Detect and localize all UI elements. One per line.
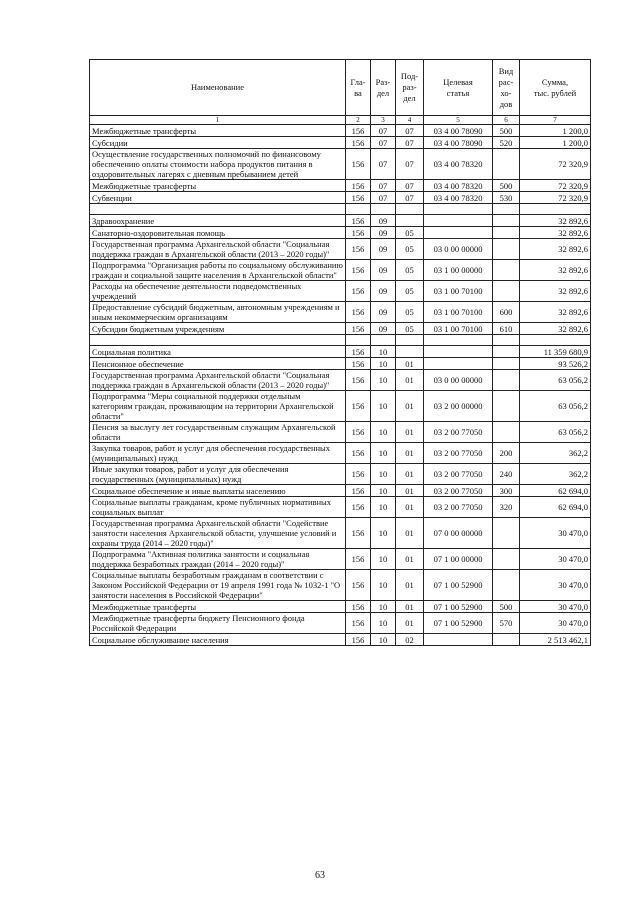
cell-vid (493, 149, 520, 180)
table-row (90, 281, 591, 302)
cell-glava: 156 (346, 464, 371, 485)
table-row (90, 149, 591, 180)
table-row (90, 422, 591, 443)
cell-sum: 1 200,0 (520, 125, 591, 137)
cell-podrazdel: 01 (396, 549, 424, 570)
empty-cell (396, 204, 424, 215)
cell-vid (493, 634, 520, 646)
cell-glava: 156 (346, 215, 371, 227)
cell-name: Социальные выплаты безработным гражданам в соответствии с Законом Российской Федерации от 19 апреля 1991 года № 1032-1 "О занятости населения в Российской Федерации" (90, 570, 346, 601)
cell-podrazdel: 07 (396, 180, 424, 192)
cell-vid: 500 (493, 125, 520, 137)
cell-vid: 610 (493, 323, 520, 335)
cell-target: 03 1 00 70100 (424, 302, 493, 323)
empty-cell (424, 204, 493, 215)
empty-cell (371, 204, 396, 215)
table-row (90, 239, 591, 260)
cell-target: 03 1 00 70100 (424, 323, 493, 335)
empty-cell (90, 204, 346, 215)
cell-target (424, 215, 493, 227)
cell-razdel: 09 (371, 239, 396, 260)
table-row (90, 260, 591, 281)
cell-name: Пенсионное обеспечение (90, 358, 346, 370)
cell-sum: 32 892,6 (520, 215, 591, 227)
cell-sum: 30 470,0 (520, 570, 591, 601)
cell-podrazdel: 01 (396, 422, 424, 443)
cell-name: Подпрограмма "Меры социальной поддержки отдельным категориям граждан, проживающим на территории Архангельской области" (90, 391, 346, 422)
cell-vid (493, 281, 520, 302)
cell-sum: 362,2 (520, 464, 591, 485)
cell-podrazdel: 07 (396, 149, 424, 180)
table-row (90, 215, 591, 227)
cell-glava: 156 (346, 497, 371, 518)
cell-sum: 11 359 680,9 (520, 346, 591, 358)
cell-sum: 93 526,2 (520, 358, 591, 370)
cell-podrazdel: 01 (396, 601, 424, 613)
cell-glava: 156 (346, 346, 371, 358)
table-row (90, 346, 591, 358)
header-vid: Вид рас- хо- дов (493, 60, 520, 116)
cell-target: 03 4 00 78320 (424, 180, 493, 192)
cell-razdel: 10 (371, 518, 396, 549)
column-number: 3 (371, 116, 396, 125)
header-target: Целевая статья (424, 60, 493, 116)
cell-podrazdel (396, 346, 424, 358)
cell-sum: 30 470,0 (520, 549, 591, 570)
empty-cell (396, 335, 424, 346)
cell-glava: 156 (346, 125, 371, 137)
cell-razdel: 10 (371, 549, 396, 570)
table-row (90, 485, 591, 497)
cell-razdel: 10 (371, 370, 396, 391)
cell-target: 03 2 00 00000 (424, 391, 493, 422)
cell-glava: 156 (346, 422, 371, 443)
cell-name: Подпрограмма "Организация работы по социальному обслуживанию граждан и социальной защите населения в Архангельской области" (90, 260, 346, 281)
cell-target: 03 0 00 00000 (424, 239, 493, 260)
cell-podrazdel: 01 (396, 485, 424, 497)
cell-name: Социальная политика (90, 346, 346, 358)
cell-target: 03 2 00 77050 (424, 497, 493, 518)
cell-vid (493, 391, 520, 422)
cell-razdel: 10 (371, 358, 396, 370)
cell-sum: 30 470,0 (520, 518, 591, 549)
column-number: 4 (396, 116, 424, 125)
table-row (90, 613, 591, 634)
column-number: 6 (493, 116, 520, 125)
empty-cell (493, 204, 520, 215)
cell-vid (493, 358, 520, 370)
cell-podrazdel: 05 (396, 239, 424, 260)
cell-vid (493, 239, 520, 260)
table-row (90, 549, 591, 570)
cell-target: 03 2 00 77050 (424, 464, 493, 485)
cell-target: 03 0 00 00000 (424, 370, 493, 391)
cell-razdel: 09 (371, 215, 396, 227)
table-row (90, 634, 591, 646)
cell-name: Межбюджетные трансферты (90, 601, 346, 613)
cell-target: 03 4 00 78090 (424, 137, 493, 149)
cell-glava: 156 (346, 485, 371, 497)
cell-vid (493, 346, 520, 358)
cell-sum: 72 320,9 (520, 149, 591, 180)
cell-vid: 200 (493, 443, 520, 464)
cell-target (424, 358, 493, 370)
cell-glava: 156 (346, 634, 371, 646)
cell-glava: 156 (346, 570, 371, 601)
cell-target: 07 1 00 52900 (424, 601, 493, 613)
empty-cell (520, 335, 591, 346)
cell-target (424, 634, 493, 646)
cell-glava: 156 (346, 323, 371, 335)
cell-razdel: 07 (371, 137, 396, 149)
table-row (90, 391, 591, 422)
cell-podrazdel: 05 (396, 323, 424, 335)
cell-name: Межбюджетные трансферты бюджету Пенсионного фонда Российской Федерации (90, 613, 346, 634)
cell-glava: 156 (346, 239, 371, 260)
cell-vid: 520 (493, 137, 520, 149)
cell-vid (493, 518, 520, 549)
table-row (90, 125, 591, 137)
table-row (90, 192, 591, 204)
cell-vid: 530 (493, 192, 520, 204)
cell-name: Субвенции (90, 192, 346, 204)
cell-podrazdel: 01 (396, 358, 424, 370)
cell-razdel: 10 (371, 570, 396, 601)
cell-razdel: 09 (371, 323, 396, 335)
cell-razdel: 10 (371, 601, 396, 613)
cell-razdel: 07 (371, 180, 396, 192)
cell-target: 03 1 00 70100 (424, 281, 493, 302)
cell-vid (493, 549, 520, 570)
page-number: 63 (315, 870, 325, 881)
column-number: 1 (90, 116, 346, 125)
budget-table (89, 59, 591, 646)
cell-podrazdel: 05 (396, 302, 424, 323)
cell-name: Осуществление государственных полномочий по финансовому обеспечению оплаты стоимости набора продуктов питания в оздоровительных лагерях с дневным пребыванием детей (90, 149, 346, 180)
cell-glava: 156 (346, 358, 371, 370)
cell-podrazdel: 07 (396, 137, 424, 149)
cell-target: 03 4 00 78090 (424, 125, 493, 137)
cell-sum: 63 056,2 (520, 370, 591, 391)
cell-glava: 156 (346, 518, 371, 549)
cell-podrazdel: 02 (396, 634, 424, 646)
cell-target: 07 0 00 00000 (424, 518, 493, 549)
cell-sum: 362,2 (520, 443, 591, 464)
cell-vid (493, 370, 520, 391)
spacer-row (90, 204, 591, 215)
empty-cell (424, 335, 493, 346)
cell-target: 03 1 00 00000 (424, 260, 493, 281)
spacer-row (90, 335, 591, 346)
empty-cell (346, 204, 371, 215)
cell-razdel: 10 (371, 485, 396, 497)
cell-podrazdel: 01 (396, 518, 424, 549)
cell-name: Санаторно-оздоровительная помощь (90, 227, 346, 239)
table-row (90, 570, 591, 601)
cell-name: Пенсия за выслугу лет государственным служащим Архангельской области (90, 422, 346, 443)
cell-glava: 156 (346, 192, 371, 204)
cell-razdel: 10 (371, 497, 396, 518)
cell-name: Закупка товаров, работ и услуг для обеспечения государственных (муниципальных) нужд (90, 443, 346, 464)
cell-podrazdel: 07 (396, 192, 424, 204)
cell-podrazdel: 01 (396, 391, 424, 422)
cell-podrazdel (396, 215, 424, 227)
table-row (90, 497, 591, 518)
cell-razdel: 10 (371, 443, 396, 464)
cell-glava: 156 (346, 613, 371, 634)
cell-vid (493, 227, 520, 239)
cell-name: Государственная программа Архангельской области "Социальная поддержка граждан в Архангельской области (2013 – 2020 годы)" (90, 370, 346, 391)
cell-vid: 240 (493, 464, 520, 485)
cell-sum: 32 892,6 (520, 323, 591, 335)
cell-vid: 320 (493, 497, 520, 518)
cell-target: 07 1 00 52900 (424, 613, 493, 634)
cell-target: 07 1 00 00000 (424, 549, 493, 570)
cell-name: Здравоохранение (90, 215, 346, 227)
cell-target (424, 227, 493, 239)
cell-podrazdel: 01 (396, 464, 424, 485)
cell-razdel: 10 (371, 391, 396, 422)
cell-name: Межбюджетные трансферты (90, 125, 346, 137)
cell-razdel: 09 (371, 281, 396, 302)
cell-sum: 63 056,2 (520, 391, 591, 422)
cell-glava: 156 (346, 391, 371, 422)
table-row (90, 464, 591, 485)
cell-razdel: 10 (371, 634, 396, 646)
table-row (90, 370, 591, 391)
table-row (90, 227, 591, 239)
cell-sum: 62 694,0 (520, 485, 591, 497)
cell-vid: 500 (493, 601, 520, 613)
cell-glava: 156 (346, 443, 371, 464)
cell-sum: 32 892,6 (520, 227, 591, 239)
cell-name: Социальные выплаты гражданам, кроме публичных нормативных социальных выплат (90, 497, 346, 518)
cell-sum: 1 200,0 (520, 137, 591, 149)
table-row (90, 518, 591, 549)
cell-sum: 62 694,0 (520, 497, 591, 518)
cell-target: 03 2 00 77050 (424, 443, 493, 464)
table-row (90, 180, 591, 192)
cell-razdel: 10 (371, 346, 396, 358)
header-razdel: Раз- дел (371, 60, 396, 116)
cell-name: Государственная программа Архангельской области "Социальная поддержка граждан в Архангельской области (2013 – 2020 годы)" (90, 239, 346, 260)
cell-target (424, 346, 493, 358)
cell-vid (493, 260, 520, 281)
header-podrazdel: Под- раз- дел (396, 60, 424, 116)
cell-podrazdel: 01 (396, 613, 424, 634)
cell-podrazdel: 05 (396, 281, 424, 302)
column-number: 2 (346, 116, 371, 125)
cell-vid (493, 422, 520, 443)
cell-vid: 300 (493, 485, 520, 497)
cell-podrazdel: 05 (396, 260, 424, 281)
cell-podrazdel: 05 (396, 227, 424, 239)
table-row (90, 358, 591, 370)
header-name: Наименование (90, 60, 346, 116)
cell-sum: 2 513 462,1 (520, 634, 591, 646)
cell-sum: 32 892,6 (520, 302, 591, 323)
empty-cell (493, 335, 520, 346)
empty-cell (520, 204, 591, 215)
cell-glava: 156 (346, 549, 371, 570)
cell-name: Субсидии бюджетным учреждениям (90, 323, 346, 335)
cell-name: Социальное обеспечение и иные выплаты населению (90, 485, 346, 497)
header-glava: Гла- ва (346, 60, 371, 116)
table-row (90, 601, 591, 613)
header-row (90, 60, 591, 116)
cell-razdel: 07 (371, 125, 396, 137)
cell-sum: 30 470,0 (520, 613, 591, 634)
cell-vid: 600 (493, 302, 520, 323)
cell-target: 03 4 00 78320 (424, 149, 493, 180)
cell-name: Предоставление субсидий бюджетным, автономным учреждениям и иным некоммерческим организациям (90, 302, 346, 323)
cell-razdel: 07 (371, 149, 396, 180)
table-row (90, 137, 591, 149)
cell-sum: 72 320,9 (520, 180, 591, 192)
cell-name: Подпрограмма "Активная политика занятости и социальная поддержка безработных граждан (2014 – 2020 годы)" (90, 549, 346, 570)
cell-target: 03 2 00 77050 (424, 485, 493, 497)
cell-podrazdel: 01 (396, 443, 424, 464)
table-row (90, 323, 591, 335)
cell-name: Государственная программа Архангельской области "Содействие занятости населения Архангельской области, улучшение условий и охраны труда (2014 – 2020 годы)" (90, 518, 346, 549)
empty-cell (346, 335, 371, 346)
cell-target: 07 1 00 52900 (424, 570, 493, 601)
cell-sum: 72 320,9 (520, 192, 591, 204)
cell-glava: 156 (346, 370, 371, 391)
cell-name: Иные закупки товаров, работ и услуг для обеспечения государственных (муниципальных) нужд (90, 464, 346, 485)
cell-podrazdel: 07 (396, 125, 424, 137)
cell-glava: 156 (346, 281, 371, 302)
cell-glava: 156 (346, 601, 371, 613)
cell-razdel: 07 (371, 192, 396, 204)
cell-name: Социальное обслуживание населения (90, 634, 346, 646)
table-row (90, 443, 591, 464)
cell-sum: 32 892,6 (520, 239, 591, 260)
cell-sum: 32 892,6 (520, 281, 591, 302)
cell-vid: 570 (493, 613, 520, 634)
cell-razdel: 09 (371, 227, 396, 239)
cell-razdel: 10 (371, 464, 396, 485)
cell-target: 03 2 00 77050 (424, 422, 493, 443)
cell-glava: 156 (346, 227, 371, 239)
cell-sum: 63 056,2 (520, 422, 591, 443)
table-row (90, 302, 591, 323)
cell-razdel: 09 (371, 302, 396, 323)
header-sum: Сумма, тыс. рублей (520, 60, 591, 116)
cell-sum: 30 470,0 (520, 601, 591, 613)
cell-target: 03 4 00 78320 (424, 192, 493, 204)
cell-podrazdel: 01 (396, 497, 424, 518)
cell-name: Расходы на обеспечение деятельности подведомственных учреждений (90, 281, 346, 302)
cell-podrazdel: 01 (396, 570, 424, 601)
cell-vid (493, 570, 520, 601)
cell-razdel: 09 (371, 260, 396, 281)
cell-razdel: 10 (371, 422, 396, 443)
cell-glava: 156 (346, 302, 371, 323)
column-number: 5 (424, 116, 493, 125)
empty-cell (90, 335, 346, 346)
cell-vid (493, 215, 520, 227)
empty-cell (371, 335, 396, 346)
cell-podrazdel: 01 (396, 370, 424, 391)
cell-glava: 156 (346, 180, 371, 192)
column-number-row (90, 116, 591, 125)
cell-name: Субсидии (90, 137, 346, 149)
cell-name: Межбюджетные трансферты (90, 180, 346, 192)
cell-glava: 156 (346, 149, 371, 180)
column-number: 7 (520, 116, 591, 125)
cell-vid: 500 (493, 180, 520, 192)
cell-razdel: 10 (371, 613, 396, 634)
cell-glava: 156 (346, 137, 371, 149)
cell-sum: 32 892,6 (520, 260, 591, 281)
cell-glava: 156 (346, 260, 371, 281)
